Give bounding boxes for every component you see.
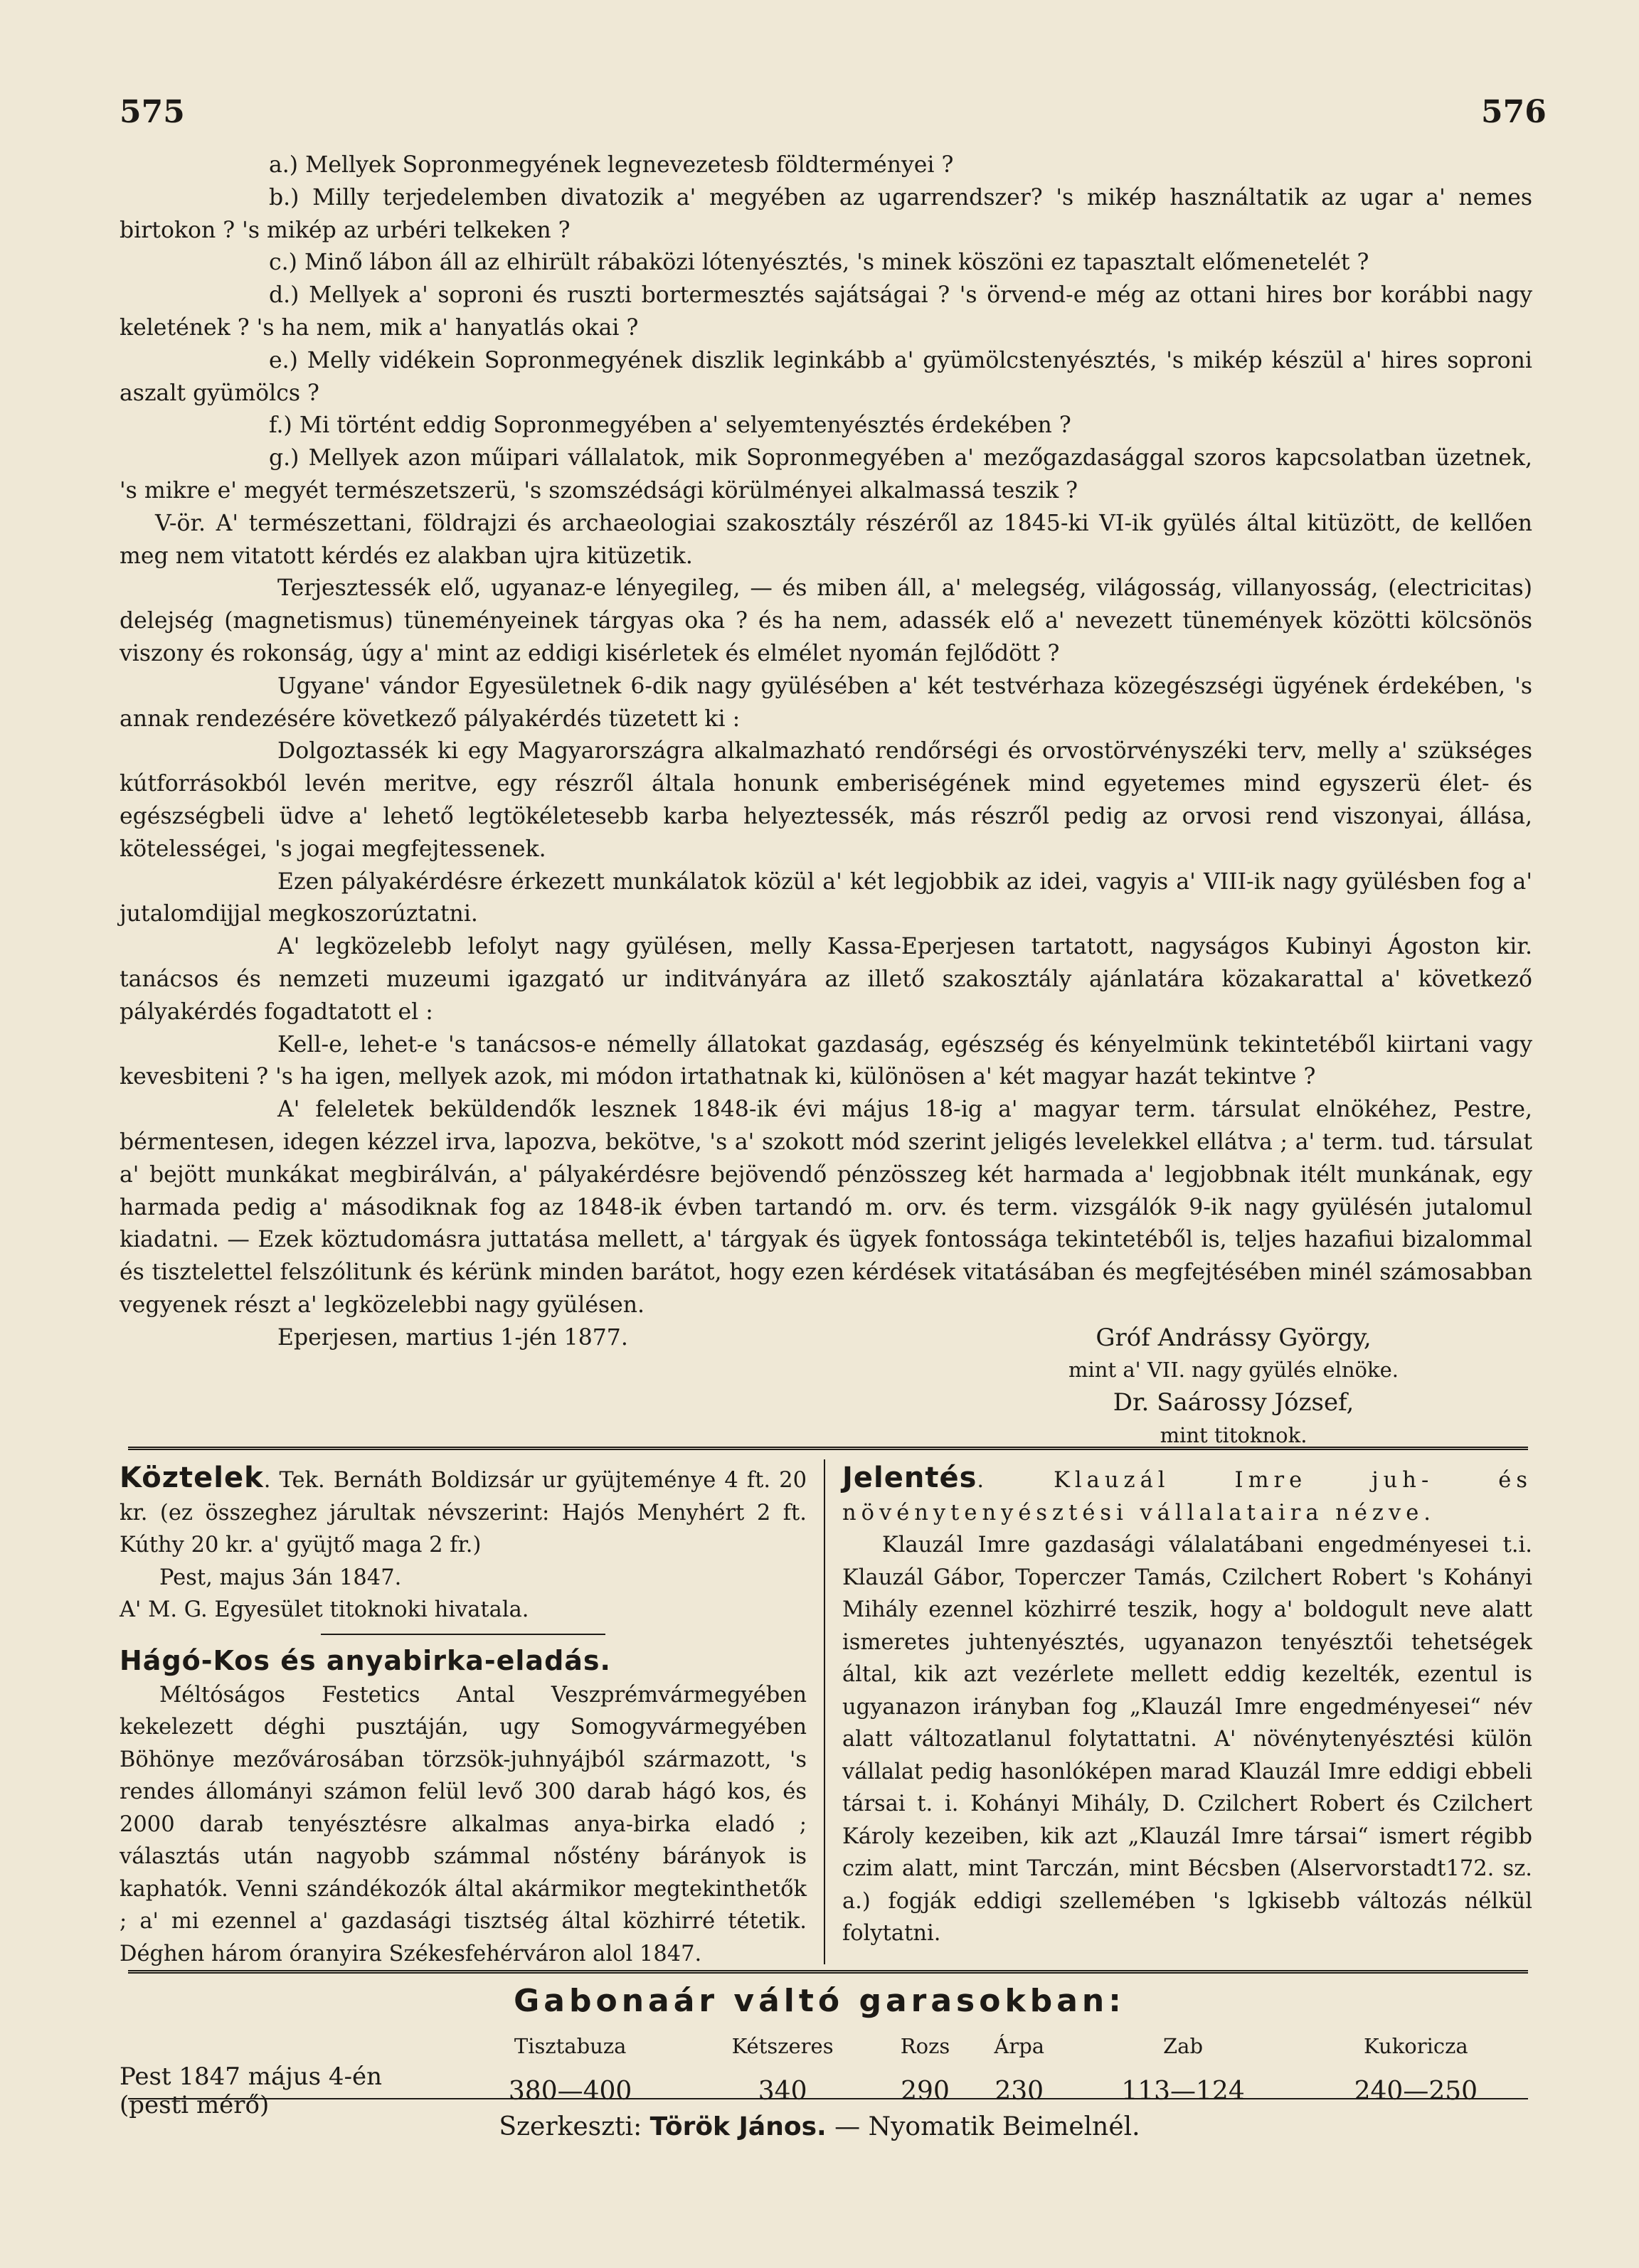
question-a: a.) Mellyek Sopronmegyének legnevezetesb földterményei ?: [269, 152, 954, 178]
question-f: f.) Mi történt eddig Sopronmegyében a' selyemtenyésztés érdekében ?: [269, 412, 1071, 439]
short-rule: [321, 1634, 605, 1635]
grain-price-title: Gabonaár váltó garasokban:: [514, 1983, 1125, 2019]
koztelek-notice: [120, 1462, 807, 1562]
grain-value-rozs: 290: [901, 2076, 950, 2106]
paragraph-kassa: A' legközelebb lefolyt nagy gyülésen, melly Kassa-Eperjesen tartatott, nagyságos Kubinyi Ágoston kir. tanácsos és nemzeti muzeumi igazgató ur inditványára az illető szakosztály ajánlatára közakarattal a' következő pályakérdés fogadtatott el :: [120, 934, 1532, 1025]
page-number-right: 576: [1481, 94, 1547, 130]
koztelek-signature: A' M. G. Egyesület titoknoki hivatala.: [120, 1597, 529, 1622]
report-heading: Jelentés: [842, 1462, 977, 1494]
grain-value-ketszeres: 340: [758, 2076, 807, 2106]
paragraph-physics-question: Terjesztessék elő, ugyanaz-e lényegileg, — és miben áll, a' melegség, világosság, villanyosság, (electricitas) delejség (magnetismus) tüneményeinek tárgyas oka ? és ha nem, adassék elő a' nevezett tünemények közötti kölcsönös viszony és rokonság, úgy a' mint az eddigi kisérletek és elmélet nyomán fejlődött ?: [120, 575, 1532, 666]
grain-header-zab: Zab: [1163, 2034, 1204, 2058]
imprint-prefix: Szerkeszti:: [499, 2112, 642, 2141]
report-text: Klauzál Imre gazdasági válalatábani engedményesei t.i. Klauzál Gábor, Toperczer Tamás, Czilchert Robert 's Kohányi Mihály ezennel közhirré teszik, hogy a' boldogult neve alatt ismeretes juhtenyésztés, ugyanazon tenyésztői tehetségek által, kik azt vezérlete mellett eddig kezelték, ezentul is ugyanazon irányban fog „Klauzál Imre engedményesei“ név alatt változatlanul folytattatni. A' növénytenyésztési külön vállalat pedig hasonlóképen marad Klauzál Imre eddigi ebbeli társai t. i. Kohányi Mihály, D. Czilchert Robert és Czilchert Károly kezeiben, kik azt „Klauzál Imre társai“ ismert régibb czim alatt, mint Tarczán, mint Bécsben (Alservorstadt172. sz. a.) fogják eddigi szellemében 's lgkisebb változás nélkül folytatni.: [842, 1533, 1532, 1946]
grain-row-label: Pest 1847 május 4-én (pesti mérő): [120, 2062, 383, 2119]
imprint-printer: — Nyomatik Beimelnél.: [834, 2112, 1140, 2141]
question-g: g.) Mellyek azon műipari vállalatok, mik Sopronmegyében a' mezőgazdasággal szoros kapcsolatban üzetnek, 's mikre e' megyét természetszerü, 's szomszédsági körülményei alkalmassá teszik ?: [120, 445, 1532, 504]
sale-heading: Hágó-Kos és anyabirka-eladás.: [120, 1644, 611, 1676]
column-divider: [824, 1459, 825, 1964]
imprint: [0, 2112, 1639, 2141]
grain-value-zab: 113—124: [1121, 2076, 1245, 2106]
grain-header-rozs: Rozs: [900, 2034, 950, 2058]
question-b: b.) Milly terjedelemben divatozik a' megyében az ugarrendszer? 's mikép használtatik az ugar a' nemes birtokon ? 's mikép az urbéri telkeken ?: [120, 184, 1532, 243]
grain-header-empty: [120, 2034, 454, 2061]
paragraph-animals-question: Kell-e, lehet-e 's tanácsos-e némelly állatokat gazdaság, egészség és kényelmünk tekintetéből kiirtani vagy kevesbiteni ? 's ha igen, mellyek azok, mi módon irtathatnak ki, különösen a' két magyar hazát tekintve ?: [120, 1031, 1532, 1090]
report-heading-line: [842, 1462, 1532, 1529]
grain-divider: [128, 1970, 1528, 1974]
section-v: V-ör. A' természettani, földrajzi és archaeologiai szakosztály részéről az 1845-ki VI-ik gyülés által kitüzött, de kellően meg nem vitatott kérdés ez alakban ujra kitüzetik.: [120, 510, 1532, 569]
grain-header-kukoricza: Kukoricza: [1363, 2034, 1468, 2058]
signer-2-role: mint titoknok.: [1160, 1423, 1308, 1448]
right-column: [842, 1462, 1532, 1950]
paragraph-submission: A' feleletek beküldendők lesznek 1848-ik évi május 18-ig a' magyar term. társulat elnökéhez, Pestre, bérmentesen, idegen kézzel irva, lapozva, bekötve, 's a' szokott mód szerint jeligés levelekkel ellátva ; a' term. tud. társulat a' bejött munkákat megbirálván, a' pályakérdésre bejövendő pénzösszeg két harmada a' legjobbnak itélt munkának, egy harmada pedig a' másodiknak fog az 1848-ik évben tartandó m. orv. és term. vizsgálók 9-ik nagy gyülésén jutalomul kiadatni. — Ezek köztudomásra juttatása mellett, a' tárgyak és ügyek fontossága tekintetéből is, teljes hazafiui bizalommal és tisztelettel felszólitunk és kérünk minden barátot, hogy ezen kérdések vitatásában és megfejtésében minél számosabban vegyenek részt a' legközelebbi nagy gyülésen.: [120, 1097, 1532, 1318]
imprint-editor: Török János.: [649, 2112, 827, 2141]
grain-price-table: [120, 2034, 1532, 2121]
question-c: c.) Minő lábon áll az elhirült rábaközi lótenyésztés, 's minek köszöni ez tapasztalt előmenetelét ?: [269, 250, 1369, 276]
paragraph-award: Ezen pályakérdésre érkezett munkálatok közül a' két legjobbik az idei, vagyis a' VIII-ik nagy gyülésben fog a' jutalomdijjal megkoszorúztatni.: [120, 868, 1532, 927]
section-divider: [128, 1447, 1528, 1450]
koztelek-date: Pest, majus 3án 1847.: [159, 1565, 402, 1590]
koztelek-heading: Köztelek: [120, 1462, 264, 1494]
signature-block: [1034, 1322, 1433, 1452]
koztelek-text: . Tek. Bernáth Boldizsár ur gyüjteménye 4 ft. 20 kr. (ez összeghez járultak névszerint: Hajós Menyhért 2 ft. Kúthy 20 kr. a' gyüjtő maga 2 fr.): [120, 1468, 807, 1558]
report-subject: . Klauzál Imre juh- és növénytenyésztési vállalataira nézve.: [842, 1468, 1532, 1526]
signature-date: Eperjesen, martius 1-jén 1877.: [277, 1324, 628, 1351]
grain-value-kukoricza: 240—250: [1354, 2076, 1478, 2106]
page-number-left: 575: [120, 94, 185, 130]
paragraph-health-question: Dolgoztassék ki egy Magyarországra alkalmazható rendőrségi és orvostörvényszéki terv, melly a' szükséges kútforrásokból levén meritve, egy részről általa honunk emberiségének mind egyetemes mind egyszerü élet- és egészségbeli üdve a' lehető legtökéletesebb karba helyeztessék, más részről pedig az orvosi rend viszonyai, állása, kötelességei, 's jogai megfejtessenek.: [120, 738, 1532, 862]
footer-divider: [128, 2098, 1528, 2099]
left-column: [120, 1462, 807, 1970]
question-d: d.) Mellyek a' soproni és ruszti bortermesztés sajátságai ? 's örvend-e még az ottani hires bor korábbi nagy keletének ? 's ha nem, mik a' hanyatlás okai ?: [120, 282, 1532, 341]
grain-header-tisztabuza: Tisztabuza: [514, 2034, 627, 2058]
grain-header-arpa: Árpa: [994, 2034, 1045, 2058]
grain-header-row: [120, 2034, 1532, 2061]
grain-header-ketszeres: Kétszeres: [731, 2034, 834, 2058]
signature-row: [120, 1322, 1532, 1448]
paragraph-health-intro: Ugyane' vándor Egyesületnek 6-dik nagy gyülésében a' két testvérhaza közegészségi ügyének érdekében, 's annak rendezésére következő pályakérdés tüzetett ki :: [120, 673, 1532, 732]
question-e: e.) Melly vidékein Sopronmegyének diszlik leginkább a' gyümölcstenyésztés, 's mikép készül a' hires soproni aszalt gyümölcs ?: [120, 347, 1532, 406]
signer-2-name: Dr. Saárossy József,: [1113, 1388, 1354, 1417]
signer-1-role: mint a' VII. nagy gyülés elnöke.: [1068, 1358, 1399, 1383]
sale-text: Méltóságos Festetics Antal Veszprémvármegyében kekelezett déghi pusztáján, ugy Somogyvármegyében Böhönye mezővárosában törzsök-juhnyájból származott, 's rendes állományi számon felül levő 300 darab hágó kos, és 2000 darab tenyésztésre alkalmas anya-birka eladó ; választás után nagyobb számmal nőstény bárányok is kaphatók. Venni szándékozók által akármikor megtekinthetők ; a' mi ezennel a' gazdasági tisztség által közhirré tétetik. Déghen három óranyira Székesfehérváron alol 1847.: [120, 1682, 807, 1966]
grain-value-tisztabuza: 380—400: [508, 2076, 632, 2106]
main-article: [120, 149, 1532, 1448]
grain-value-arpa: 230: [994, 2076, 1044, 2106]
signer-1-name: Gróf Andrássy György,: [1096, 1323, 1372, 1352]
